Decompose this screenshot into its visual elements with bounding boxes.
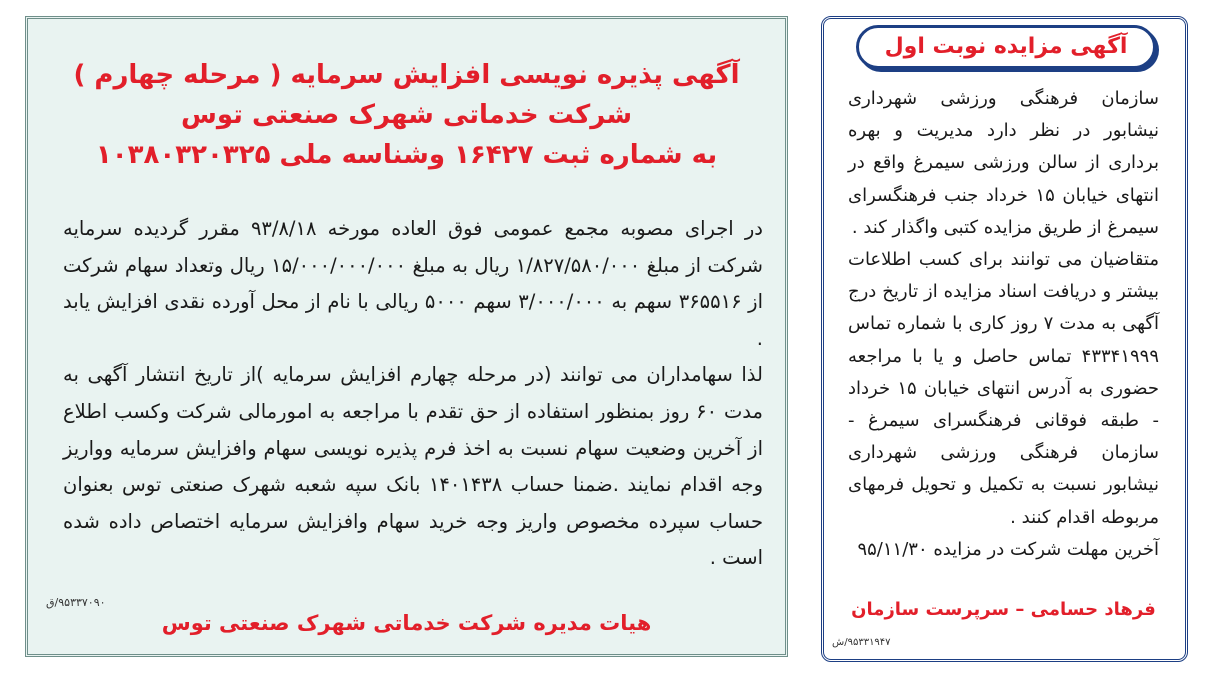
auction-notice — [821, 16, 1188, 662]
capital-increase-notice — [25, 16, 788, 657]
notice-body — [63, 211, 763, 577]
auction-deadline: آخرین مهلت شرکت در مزایده ۹۵/۱۱/۳۰ — [857, 538, 1159, 560]
auction-paragraph-2: متقاضیان می توانند برای کسب اطلاعات بیشتر و دریافت اسناد مزایده از تاریخ درج آگهی به مدت ۷ روز کاری با شماره تماس ۴۳۳۴۱۹۹۹ تماس حاصل و یا با مراجعه حضوری به آدرس انتهای خیابان ۱۵ خرداد - طبقه فوقانی فرهنگسرای سیمرغ - سازمان فرهنگی ورزشی شهرداری نیشابور نسبت به تکمیل و تحویل فرمهای مربوطه اقدام کنند . — [848, 249, 1160, 528]
auction-title: آگهی مزایده نوبت اول — [884, 34, 1128, 59]
auction-body — [848, 83, 1159, 566]
notice-signature: هیات مدیره شرکت خدماتی شهرک صنعتی توس — [161, 611, 652, 635]
title-line-2: شرکت خدماتی شهرک صنعتی توس — [180, 100, 633, 130]
auction-reference-code: ۹۵۳۳۱۹۴۷/ش — [832, 637, 891, 648]
auction-paragraph-1: سازمان فرهنگی ورزشی شهرداری نیشابور در نظر دارد مدیریت و بهره برداری از سالن ورزشی سیمرغ واقع در انتهای خیابان ۱۵ خرداد جنب فرهنگسرای سیمرغ از طریق مزایده کتبی واگذار کند . — [848, 88, 1160, 238]
auction-header-badge — [856, 25, 1156, 69]
notice-reference-code: ۹۵۳۳۷۰۹۰/ق — [46, 596, 106, 609]
title-line-1: آگهی پذیره نویسی افزایش سرمایه ( مرحله چهارم ) — [73, 60, 740, 90]
notice-title — [28, 55, 785, 175]
title-line-3: به شماره ثبت ۱۶۴۲۷ وشناسه ملی ۱۰۳۸۰۳۲۰۳۲۵ — [95, 140, 718, 170]
body-paragraph-1: در اجرای مصوبه مجمع عمومی فوق العاده مورخه ۹۳/۸/۱۸ مقرر گردیده سرمایه شرکت از مبلغ ۱/۸۲۷/۵۸۰/۰۰۰ ریال به مبلغ ۱۵/۰۰۰/۰۰۰/۰۰۰ ریال وتعداد سهام شرکت از ۳۶۵۵۱۶ سهم به ۳/۰۰۰/۰۰۰ سهم ۵۰۰۰ ریالی با نام از محل آورده نقدی افزایش یابد . — [63, 217, 764, 350]
auction-signature: فرهاد حسامی – سرپرست سازمان — [851, 599, 1156, 620]
body-paragraph-2: لذا سهامداران می توانند (در مرحله چهارم افزایش سرمایه )از تاریخ انتشار آگهی به مدت ۶۰ روز بمنظور استفاده از حق تقدم با مراجعه به امورمالی شرکت وکسب اطلاع از آخرین وضعیت سهام نسبت به اخذ فرم پذیره نویسی سهام وافزایش سرمایه وواریز وجه اقدام نمایند .ضمنا حساب ۱۴۰۱۴۳۸ بانک سپه شعبه شهرک صنعتی توس بعنوان حساب سپرده مخصوص واریز وجه خرید سهام وافزایش سرمایه اختصاص داده شده است . — [63, 363, 763, 570]
